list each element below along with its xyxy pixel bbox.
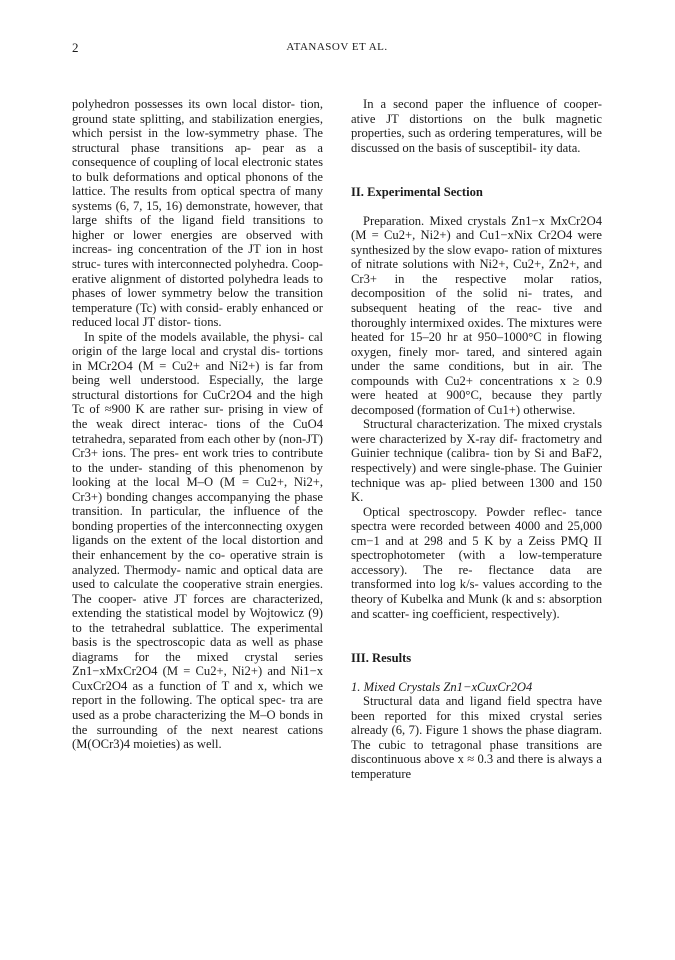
text-line: nearest cations (M(OCr3)4 moieties) as well. (72, 722, 323, 752)
text-line: leads to phases of lower symmetry below (72, 271, 323, 301)
text-line: 950–1000°C in flowing oxygen, finely mor- (351, 330, 602, 359)
text-line: energies, which persist in the low-symmetry (72, 111, 323, 141)
text-line: we report in the following. The optical spec- (72, 678, 323, 708)
text-line: Optical spectroscopy. Powder reflec- (363, 504, 567, 519)
section-heading-results: III. Results (351, 651, 412, 666)
text-line: far from being well understood. Especially, (72, 358, 323, 388)
right-column (351, 97, 602, 781)
text-line: ration of mixtures of nitrate solutions with (351, 242, 602, 272)
text-line: fractometry and Guinier technique (calibra- (351, 431, 602, 461)
text-line: oxygen ligands on the extent of the local (72, 518, 324, 548)
text-line: pear as a consequence of coupling of local (72, 140, 323, 170)
text-line: tance spectra were recorded between 4000 (351, 504, 602, 534)
section-heading-experimental: II. Experimental Section (351, 185, 483, 200)
body-paragraph (351, 97, 602, 155)
text-line: trates, and subsequent heating of the reac- (351, 286, 602, 316)
text-line: tive and thoroughly intermixed oxides. The (351, 301, 602, 330)
text-line: transition. In particular, the influence of the (72, 504, 323, 519)
text-line: and 25,000 cm−1 and at 298 and 5 K by a (351, 519, 602, 548)
text-line: M–O bonds in the surrounding of the next (72, 707, 323, 737)
text-line: properties, such as ordering temperatures, (351, 126, 564, 141)
text-line: conditions, but in air. The compounds with (351, 359, 603, 388)
body-paragraph (72, 330, 323, 752)
text-line: single-phase. The Guinier technique was ap- (351, 461, 603, 490)
text-line: from optical spectra of many systems (6, (72, 184, 323, 213)
text-line: values according to the theory of Kubelka (351, 577, 603, 606)
page-number: 2 (72, 40, 79, 55)
text-line: ent work tries to contribute to the under- (72, 446, 323, 475)
text-line: each other by (non-JT) Cr3+ ions. The pres- (72, 431, 323, 461)
text-line: low-temperature accessory). The re- (351, 548, 602, 577)
text-line: electronic states to bulk deformations and (72, 155, 323, 184)
body-paragraph (351, 505, 602, 621)
text-line: the statistical model by Wojtowicz (9) to (72, 606, 323, 635)
text-line: Zn1−xMxCr2O4 (M = Cu2+, Ni2+) and Ni1−x (72, 664, 323, 679)
subsection-heading: 1. Mixed Crystals Zn1−xCuxCr2O4 (351, 679, 533, 694)
text-line: erably enhanced or reduced local JT distor- (72, 300, 323, 330)
text-line: distortion and their enhancement by the co- (72, 533, 323, 562)
text-line: the large structural distortions for CuCr2O4 (72, 373, 323, 402)
text-line: crystals were characterized by X-ray dif- (351, 417, 602, 446)
text-line: optical phonons of the lattice. The results (72, 169, 323, 199)
text-line: tion, ground state splitting, and stabilization (72, 97, 323, 126)
text-line: and Munk (k and s: absorption and scatter- (351, 591, 603, 621)
text-line: In spite of the models available, the physi- (84, 329, 305, 344)
text-line: In a second paper the influence of cooper- (363, 97, 602, 111)
text-line: bonding properties of the interconnecting (72, 518, 283, 533)
text-line: (formation of Cu1+) otherwise. (417, 402, 576, 417)
text-line: ing coefficient, respectively). (412, 606, 560, 621)
left-column (72, 97, 323, 752)
text-line: ative JT forces are characterized, extending (72, 591, 324, 621)
text-line: ative JT distortions on the bulk magnetic (351, 111, 602, 126)
text-line: phase transitions are discontinuous above (351, 737, 602, 767)
text-line: basis is the spectroscopic data as well as (72, 635, 290, 650)
text-line: tared, and sintered again under the same (351, 344, 603, 374)
page-header (72, 40, 602, 58)
text-line: phase diagrams for the mixed crystal series (72, 635, 323, 664)
text-line: series already (6, 7). Figure 1 shows the (351, 708, 602, 738)
text-line: operative strain is analyzed. Thermody- (72, 547, 323, 577)
body-paragraph (351, 214, 602, 418)
text-line: or lower energies are observed with increas- (72, 227, 323, 257)
text-line: phase. The structural phase transitions ap- (72, 126, 324, 155)
text-line: Zeiss PMQ II spectrophotometer (with a (351, 533, 602, 563)
text-line: the cooperative strain energies. The cooper- (72, 577, 323, 606)
text-line: Cu2+ concentrations x ≥ 0.9 were heated (351, 373, 603, 403)
text-line: cal origin of the large local and crystal dis- (72, 329, 323, 359)
text-line: namic and optical data are used to calculate (72, 562, 323, 592)
text-line: plied between 1300 and 150 K. (351, 475, 602, 505)
text-line: and the high Tc of ≈900 K are rather sur- (72, 387, 323, 417)
body-paragraph (351, 417, 602, 504)
text-line: 7, 15, 16) demonstrate, however, that large (72, 198, 323, 228)
text-line: tra are used as a probe characterizing the (72, 693, 323, 722)
text-line: shifts of the ligand field transitions to higher (72, 213, 323, 242)
text-line: tortions in MCr2O4 (M = Cu2+ and Ni2+) is (72, 344, 323, 373)
text-line: phase diagram. The cubic to tetragonal (351, 723, 603, 752)
text-line: will be discussed on the basis of susceptibil- (351, 126, 602, 155)
text-line: ity data. (539, 140, 581, 155)
text-line: erative alignment of distorted polyhedra (72, 271, 279, 286)
text-line: standing of this phenomenon by looking at (72, 460, 323, 490)
text-line: have been reported for this mixed crystal (351, 694, 602, 723)
text-line: the tetrahedral sublattice. The experimental (88, 620, 324, 635)
text-line: Ni2+, Cu2+, Zn2+, and Cr3+ in the respective (351, 257, 602, 286)
body-paragraph (72, 97, 323, 330)
text-line: tures with interconnected polyhedra. Coop- (103, 257, 323, 272)
text-line: tions of the CuO4 tetrahedra, separated from (72, 417, 323, 446)
text-line: Structural characterization. The mixed (363, 417, 560, 432)
text-line: Preparation. Mixed crystals Zn1−x (363, 213, 545, 228)
text-line: CuxCr2O4 as a function of T and x, which (72, 678, 304, 693)
running-head: ATANASOV ET AL. (286, 41, 388, 53)
text-line: the transition temperature (Tc) with consid- (72, 286, 324, 315)
text-line: at 900°C, because they partly decomposed (351, 388, 602, 417)
text-line: molar ratios, decomposition of the solid ni- (351, 271, 602, 301)
text-line: the local M–O (M = Cu2+, Ni2+, Cr3+) (72, 475, 323, 504)
text-line: flectance data are transformed into log k/s- (351, 562, 602, 592)
text-line: polyhedron possesses its own local distor- (72, 97, 295, 111)
text-line: ing concentration of the JT ion in host struc- (72, 242, 323, 272)
text-line: x ≈ 0.3 and there is always a temperature (351, 752, 603, 781)
text-line: tion by Si and BaF2, respectively) and were (351, 446, 602, 476)
text-line: mixtures were heated for 15–20 hr at (351, 315, 602, 345)
body-paragraph (351, 694, 602, 781)
text-line: Structural data and ligand field spectra (363, 694, 573, 709)
text-line: MxCr2O4 (M = Cu2+, Ni2+) and Cu1−xNix (351, 213, 602, 243)
text-line: prising in view of the weak direct interac- (72, 402, 323, 432)
text-line: Cr2O4 were synthesized by the slow evapo- (351, 228, 602, 257)
text-line: tions. (193, 315, 222, 330)
text-line: bonding changes accompanying the phase (106, 489, 323, 504)
